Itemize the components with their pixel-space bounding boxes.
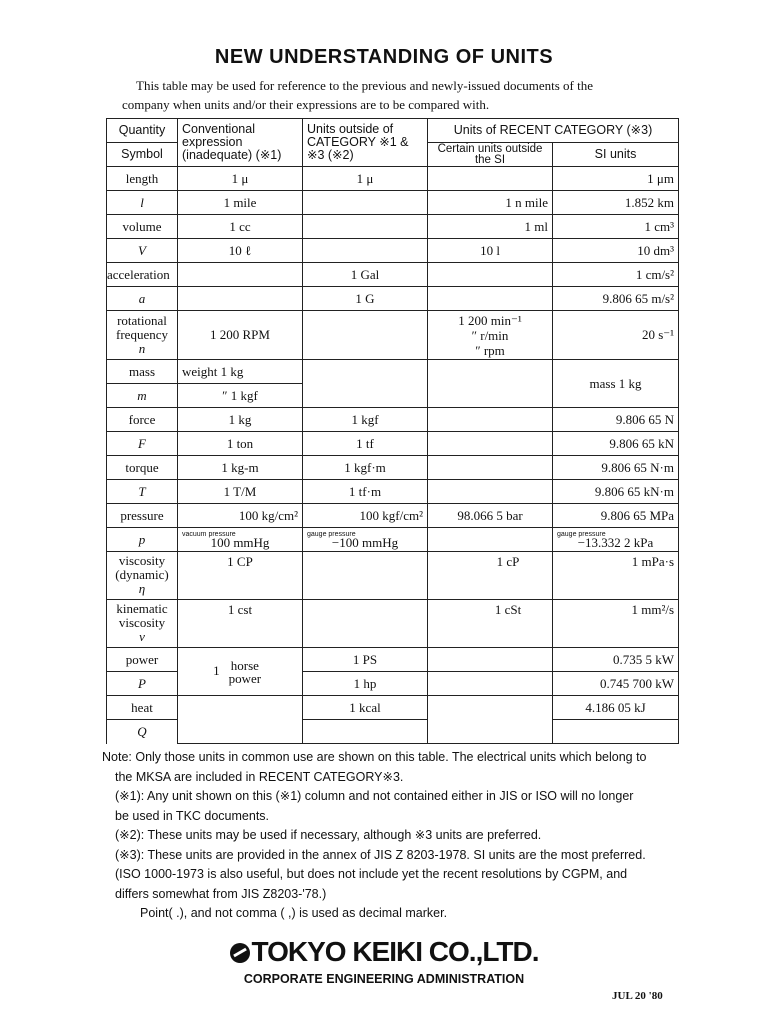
quantity-symbol: Q <box>107 720 178 744</box>
cell: 1 G <box>303 287 428 311</box>
header-symbol: Symbol <box>107 143 178 167</box>
header-recent: Units of RECENT CATEGORY (※3) <box>428 119 679 143</box>
cell: ″ 1 kgf <box>178 384 303 408</box>
cell: 10 ℓ <box>178 239 303 263</box>
quantity-name: mass <box>107 360 178 384</box>
cell: 1 kgf·m <box>303 456 428 480</box>
cell: 1 hp <box>303 672 428 696</box>
cell <box>303 720 428 744</box>
intro-text <box>122 76 682 114</box>
cell <box>428 480 553 504</box>
header-outside: Units outside of CATEGORY ※1 & ※3 (※2) <box>303 119 428 167</box>
cell: 1 kcal <box>303 696 428 720</box>
cell <box>178 528 303 552</box>
quantity-symbol: T <box>107 480 178 504</box>
cell <box>428 287 553 311</box>
cell <box>303 215 428 239</box>
table-row <box>107 504 679 528</box>
note-line: Note: Only those units in common use are shown on this table. The electrical units which belong to <box>102 750 647 764</box>
cell <box>303 191 428 215</box>
table-row <box>107 456 679 480</box>
cell <box>428 263 553 287</box>
cell: 1 cm/s² <box>553 263 679 287</box>
cell <box>303 360 428 408</box>
cell: 0.735 5 kW <box>553 648 679 672</box>
cell: 98.066 5 bar <box>428 504 553 528</box>
cell: weight 1 kg <box>178 360 303 384</box>
cell <box>553 528 679 552</box>
quantity-cell <box>107 552 178 600</box>
cell: 4.186 05 kJ <box>553 696 679 720</box>
cell: 1 mile <box>178 191 303 215</box>
quantity-symbol: n <box>138 341 146 356</box>
cell-value: 100 mmHg <box>210 535 270 550</box>
cell-line: 1 200 min⁻¹ <box>458 312 522 328</box>
cell: 0.745 700 kW <box>553 672 679 696</box>
cell <box>303 600 428 648</box>
cell: 1 T/M <box>178 480 303 504</box>
cell: 1 tf·m <box>303 480 428 504</box>
department-name: CORPORATE ENGINEERING ADMINISTRATION <box>243 972 525 986</box>
date-stamp: JUL 20 '80 <box>612 990 663 1002</box>
table-row <box>107 528 679 552</box>
notes <box>102 748 692 924</box>
quantity-symbol: V <box>107 239 178 263</box>
page-title: NEW UNDERSTANDING OF UNITS <box>214 46 554 68</box>
table-row <box>107 215 679 239</box>
cell: 1 tf <box>303 432 428 456</box>
quantity-symbol: a <box>107 287 178 311</box>
table-row <box>107 408 679 432</box>
note-line: be used in TKC documents. <box>115 808 270 823</box>
company-name: TOKYO KEIKI CO.,LTD. <box>251 936 539 967</box>
table-row <box>107 648 679 672</box>
cell: 1 μ <box>303 167 428 191</box>
cell: 9.806 65 m/s² <box>553 287 679 311</box>
cell: 1 200 RPM <box>178 311 303 360</box>
quantity-name: heat <box>107 696 178 720</box>
cell: 1 cP <box>428 552 553 600</box>
company-logo <box>0 936 768 968</box>
table-row <box>107 360 679 384</box>
cell <box>428 456 553 480</box>
cell <box>428 408 553 432</box>
quantity-name: acceleration <box>107 263 178 287</box>
quantity-symbol: ν <box>139 629 145 644</box>
quantity-name: kinematic viscosity <box>116 601 168 630</box>
quantity-name: length <box>107 167 178 191</box>
quantity-name: rotational frequency <box>116 313 168 342</box>
cell: 100 kgf/cm² <box>303 504 428 528</box>
cell <box>178 263 303 287</box>
quantity-symbol: η <box>138 581 146 596</box>
cell <box>303 311 428 360</box>
cell: 1 mm²/s <box>553 600 679 648</box>
table-row <box>107 311 679 360</box>
cell-note: vacuum pressure <box>182 531 236 538</box>
table-row <box>107 696 679 720</box>
quantity-name: volume <box>107 215 178 239</box>
quantity-symbol: p <box>107 528 178 552</box>
cell: 10 dm³ <box>553 239 679 263</box>
header-si: SI units <box>553 143 679 167</box>
cell: 1 mPa·s <box>553 552 679 600</box>
cell: 1 cst <box>178 600 303 648</box>
cell <box>428 432 553 456</box>
cell <box>178 648 303 696</box>
cell-value: −13.332 2 kPa <box>577 535 654 550</box>
quantity-symbol: P <box>107 672 178 696</box>
cell <box>178 696 303 744</box>
cell: 9.806 65 kN·m <box>553 480 679 504</box>
header-certain: Certain units outside the SI <box>428 143 553 167</box>
table-row <box>107 239 679 263</box>
table-row <box>107 480 679 504</box>
note-line: (※2): These units may be used if necessary, although ※3 units are preferred. <box>115 828 542 842</box>
quantity-name: pressure <box>107 504 178 528</box>
cell-line: ″ r/min <box>471 327 509 343</box>
cell: 20 s⁻¹ <box>553 311 679 360</box>
cell-number: 1 <box>213 662 220 678</box>
note-line: (※3): These units are provided in the annex of JIS Z 8203-1978. SI units are the most preferred. <box>115 847 646 862</box>
note-line: differs somewhat from JIS Z8203-'78.) <box>115 886 327 901</box>
intro-line-2: company when units and/or their expressions are to be compared with. <box>122 97 490 112</box>
cell-note: gauge pressure <box>307 531 356 538</box>
company-logo-icon <box>230 943 250 963</box>
cell: 1 ton <box>178 432 303 456</box>
cell: 1 ml <box>428 215 553 239</box>
quantity-symbol: F <box>107 432 178 456</box>
table-row <box>107 432 679 456</box>
cell: 1 Gal <box>303 263 428 287</box>
cell: 1 kg-m <box>178 456 303 480</box>
note-line: (ISO 1000-1973 is also useful, but does not include yet the recent resolutions by CGPM, and <box>115 867 628 881</box>
table-row <box>107 287 679 311</box>
quantity-cell <box>107 600 178 648</box>
cell <box>428 648 553 672</box>
table-row <box>107 600 679 648</box>
cell: 1 CP <box>178 552 303 600</box>
cell: 1 cc <box>178 215 303 239</box>
cell: 100 kg/cm² <box>178 504 303 528</box>
header-quantity: Quantity <box>107 119 178 143</box>
cell: 1 μ <box>178 167 303 191</box>
cell <box>303 552 428 600</box>
header-conventional: Conventional expression (inadequate) (※1) <box>178 119 303 167</box>
quantity-cell <box>107 311 178 360</box>
cell: 1 PS <box>303 648 428 672</box>
note-line: Point( .), and not comma ( ,) is used as decimal marker. <box>140 906 448 920</box>
cell-unit: horse power <box>228 657 262 686</box>
cell: 1 cSt <box>428 600 553 648</box>
cell: mass 1 kg <box>553 360 679 408</box>
table-row <box>107 552 679 600</box>
cell <box>428 528 553 552</box>
cell <box>428 696 553 744</box>
cell: 9.806 65 kN <box>553 432 679 456</box>
cell: 1.852 km <box>553 191 679 215</box>
quantity-symbol: m <box>107 384 178 408</box>
quantity-name: torque <box>107 456 178 480</box>
cell: 1 kgf <box>303 408 428 432</box>
cell: 9.806 65 N·m <box>553 456 679 480</box>
cell: 1 n mile <box>428 191 553 215</box>
note-line: (※1): Any unit shown on this (※1) column and not contained either in JIS or ISO will no longer <box>115 789 634 803</box>
cell <box>303 239 428 263</box>
cell <box>178 287 303 311</box>
intro-line-1: This table may be used for reference to the previous and newly-issued documents of the <box>136 78 594 93</box>
quantity-name: viscosity (dynamic) <box>115 553 169 582</box>
quantity-symbol: l <box>107 191 178 215</box>
cell: 1 kg <box>178 408 303 432</box>
table-row <box>107 263 679 287</box>
cell <box>428 672 553 696</box>
table-row <box>107 167 679 191</box>
cell <box>428 360 553 408</box>
cell: 1 cm³ <box>553 215 679 239</box>
cell <box>428 311 553 360</box>
cell: 9.806 65 MPa <box>553 504 679 528</box>
cell: 10 l <box>428 239 553 263</box>
units-table <box>106 118 679 744</box>
cell <box>303 528 428 552</box>
cell <box>428 167 553 191</box>
quantity-name: power <box>107 648 178 672</box>
cell: 9.806 65 N <box>553 408 679 432</box>
cell-value: −100 mmHg <box>331 535 399 550</box>
cell: 1 μm <box>553 167 679 191</box>
cell <box>553 720 679 744</box>
note-line: the MKSA are included in RECENT CATEGORY※3. <box>115 769 404 784</box>
cell-line: ″ rpm <box>475 342 505 358</box>
table-row <box>107 191 679 215</box>
header-row-1 <box>107 119 679 143</box>
quantity-name: force <box>107 408 178 432</box>
cell-note: gauge pressure <box>557 531 606 538</box>
